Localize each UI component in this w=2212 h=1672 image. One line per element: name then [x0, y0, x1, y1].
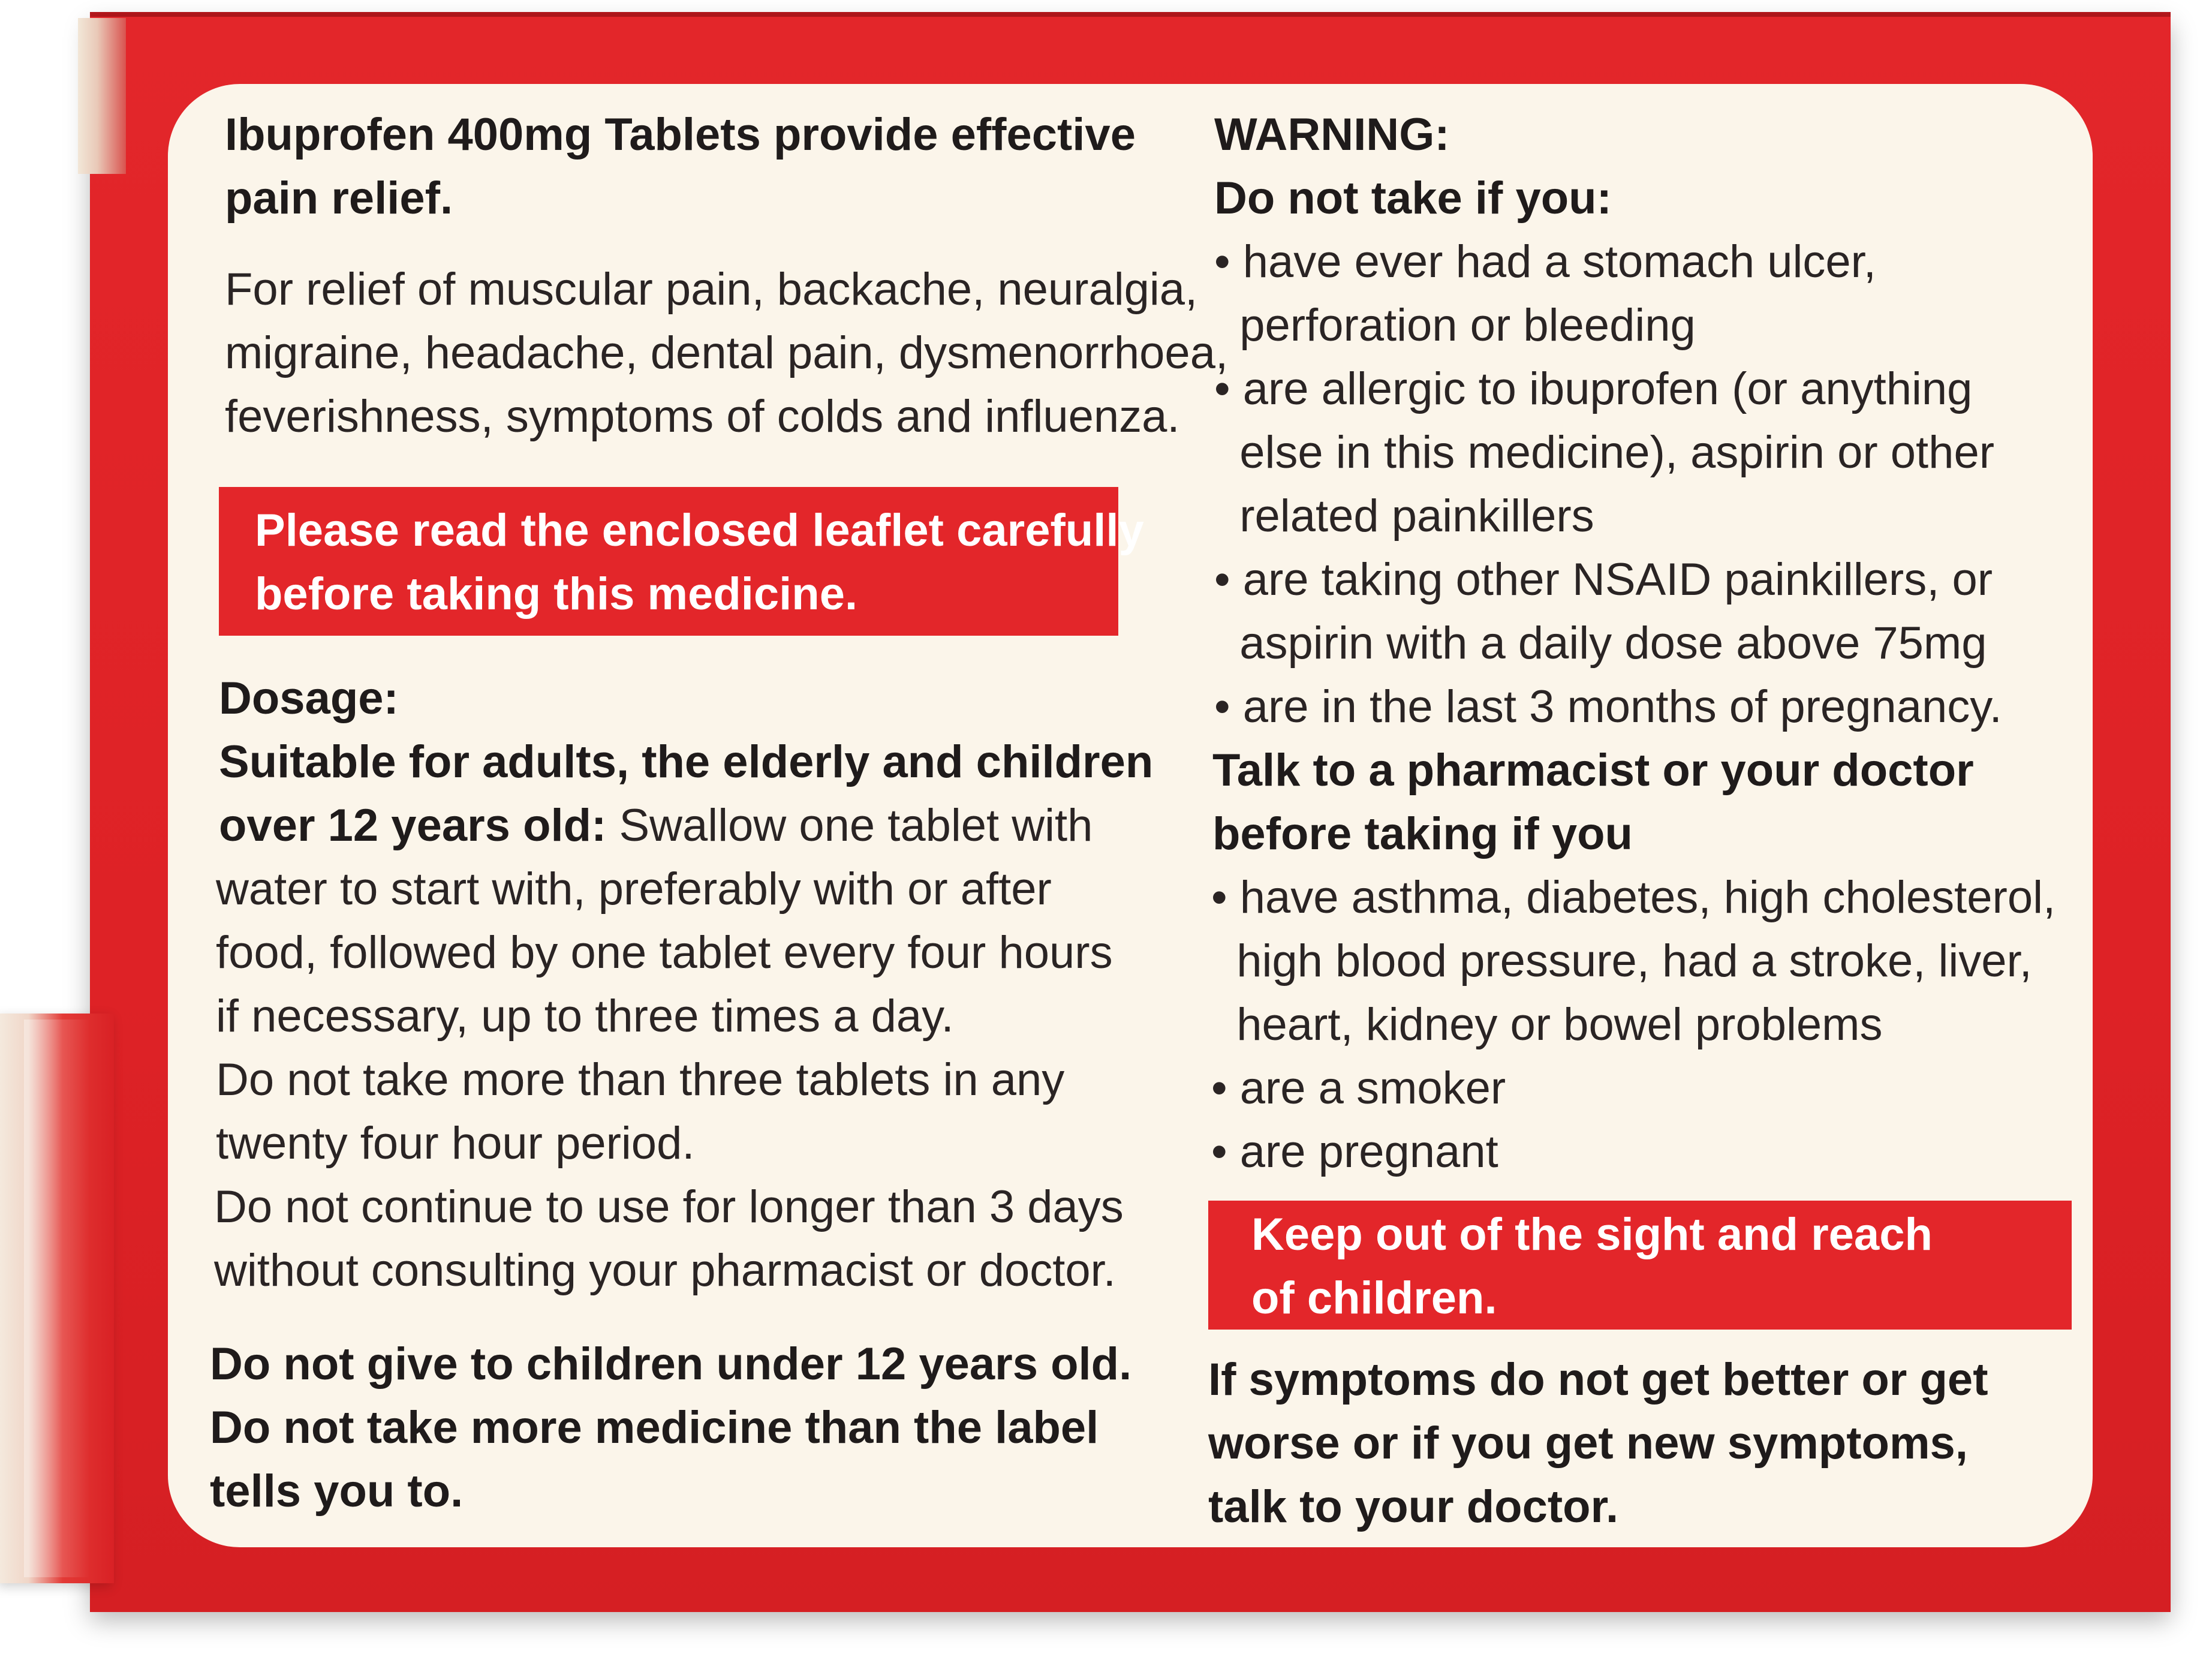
reach-notice-line1: Keep out of the sight and reach: [1251, 1209, 1933, 1260]
dosage-swallow-text: Swallow one tablet with: [606, 800, 1093, 851]
children-warning-line3: tells you to.: [210, 1466, 464, 1517]
warning-bullet-line: aspirin with a daily dose above 75mg: [1214, 618, 1987, 669]
warning-bullet-line: related painkillers: [1214, 491, 1594, 542]
dosage-line: water to start with, preferably with or after: [216, 864, 1052, 915]
dosage-suitable-line2: [219, 794, 1093, 858]
symptoms-line2: worse or if you get new symptoms,: [1208, 1418, 1968, 1469]
children-warning-line2: Do not take more medicine than the label: [210, 1402, 1099, 1453]
warning-bullet-line: else in this medicine), aspirin or other: [1214, 427, 1995, 478]
dosage-heading: Dosage:: [219, 673, 399, 724]
intro-headline-line1: Ibuprofen 400mg Tablets provide effective: [225, 109, 1136, 160]
dosage-line: Do not take more than three tablets in any: [216, 1054, 1065, 1105]
dosage-line: if necessary, up to three times a day.: [216, 991, 954, 1042]
leaflet-notice-box: [219, 487, 1144, 636]
dosage-line: Do not continue to use for longer than 3 days: [214, 1181, 1124, 1232]
symptoms-line3: talk to your doctor.: [1208, 1481, 1619, 1532]
children-warning-line1: Do not give to children under 12 years old.: [210, 1339, 1132, 1390]
intro-headline-line2: pain relief.: [225, 173, 453, 224]
warning-bullet-line: • are in the last 3 months of pregnancy.: [1214, 681, 2002, 732]
leaflet-notice-line2: before taking this medicine.: [255, 569, 858, 620]
warning-heading: WARNING:: [1214, 109, 1450, 160]
symptoms-line1: If symptoms do not get better or get: [1208, 1354, 1988, 1405]
dosage-line: food, followed by one tablet every four hours: [216, 927, 1113, 978]
warning-subheading: Do not take if you:: [1214, 173, 1612, 224]
talk-bullet-line: • are a smoker: [1211, 1063, 1506, 1114]
dosage-suitable-line1: Suitable for adults, the elderly and children: [219, 736, 1154, 787]
box-flap-top: [78, 18, 126, 174]
talk-bullet-line: high blood pressure, had a stroke, liver,: [1211, 936, 2032, 987]
warning-bullet-line: perforation or bleeding: [1214, 300, 1696, 351]
talk-bullet-line: heart, kidney or bowel problems: [1211, 999, 1883, 1050]
dosage-line: twenty four hour period.: [216, 1118, 695, 1169]
uses-line1: For relief of muscular pain, backache, neuralgia,: [225, 264, 1198, 315]
dosage-line: without consulting your pharmacist or doctor.: [214, 1245, 1116, 1296]
reach-notice-box: [1208, 1201, 2072, 1330]
flap-highlight: [24, 1020, 90, 1577]
dosage-age-label: over 12 years old:: [219, 800, 607, 851]
talk-bullet-line: • are pregnant: [1211, 1126, 1498, 1177]
uses-line3: feverishness, symptoms of colds and influenza.: [225, 391, 1180, 442]
warning-bullet-line: • are allergic to ibuprofen (or anything: [1214, 363, 1973, 414]
reach-notice-line2: of children.: [1251, 1273, 1497, 1324]
talk-heading-line2: before taking if you: [1212, 808, 1633, 859]
warning-bullet-line: • are taking other NSAID painkillers, or: [1214, 554, 1993, 605]
uses-line2: migraine, headache, dental pain, dysmenorrhoea,: [225, 327, 1229, 378]
warning-bullet-line: • have ever had a stomach ulcer,: [1214, 236, 1876, 287]
leaflet-notice-line1: Please read the enclosed leaflet carefully: [255, 505, 1144, 556]
talk-heading-line1: Talk to a pharmacist or your doctor: [1212, 745, 1974, 796]
talk-bullet-line: • have asthma, diabetes, high cholesterol,: [1211, 872, 2056, 923]
